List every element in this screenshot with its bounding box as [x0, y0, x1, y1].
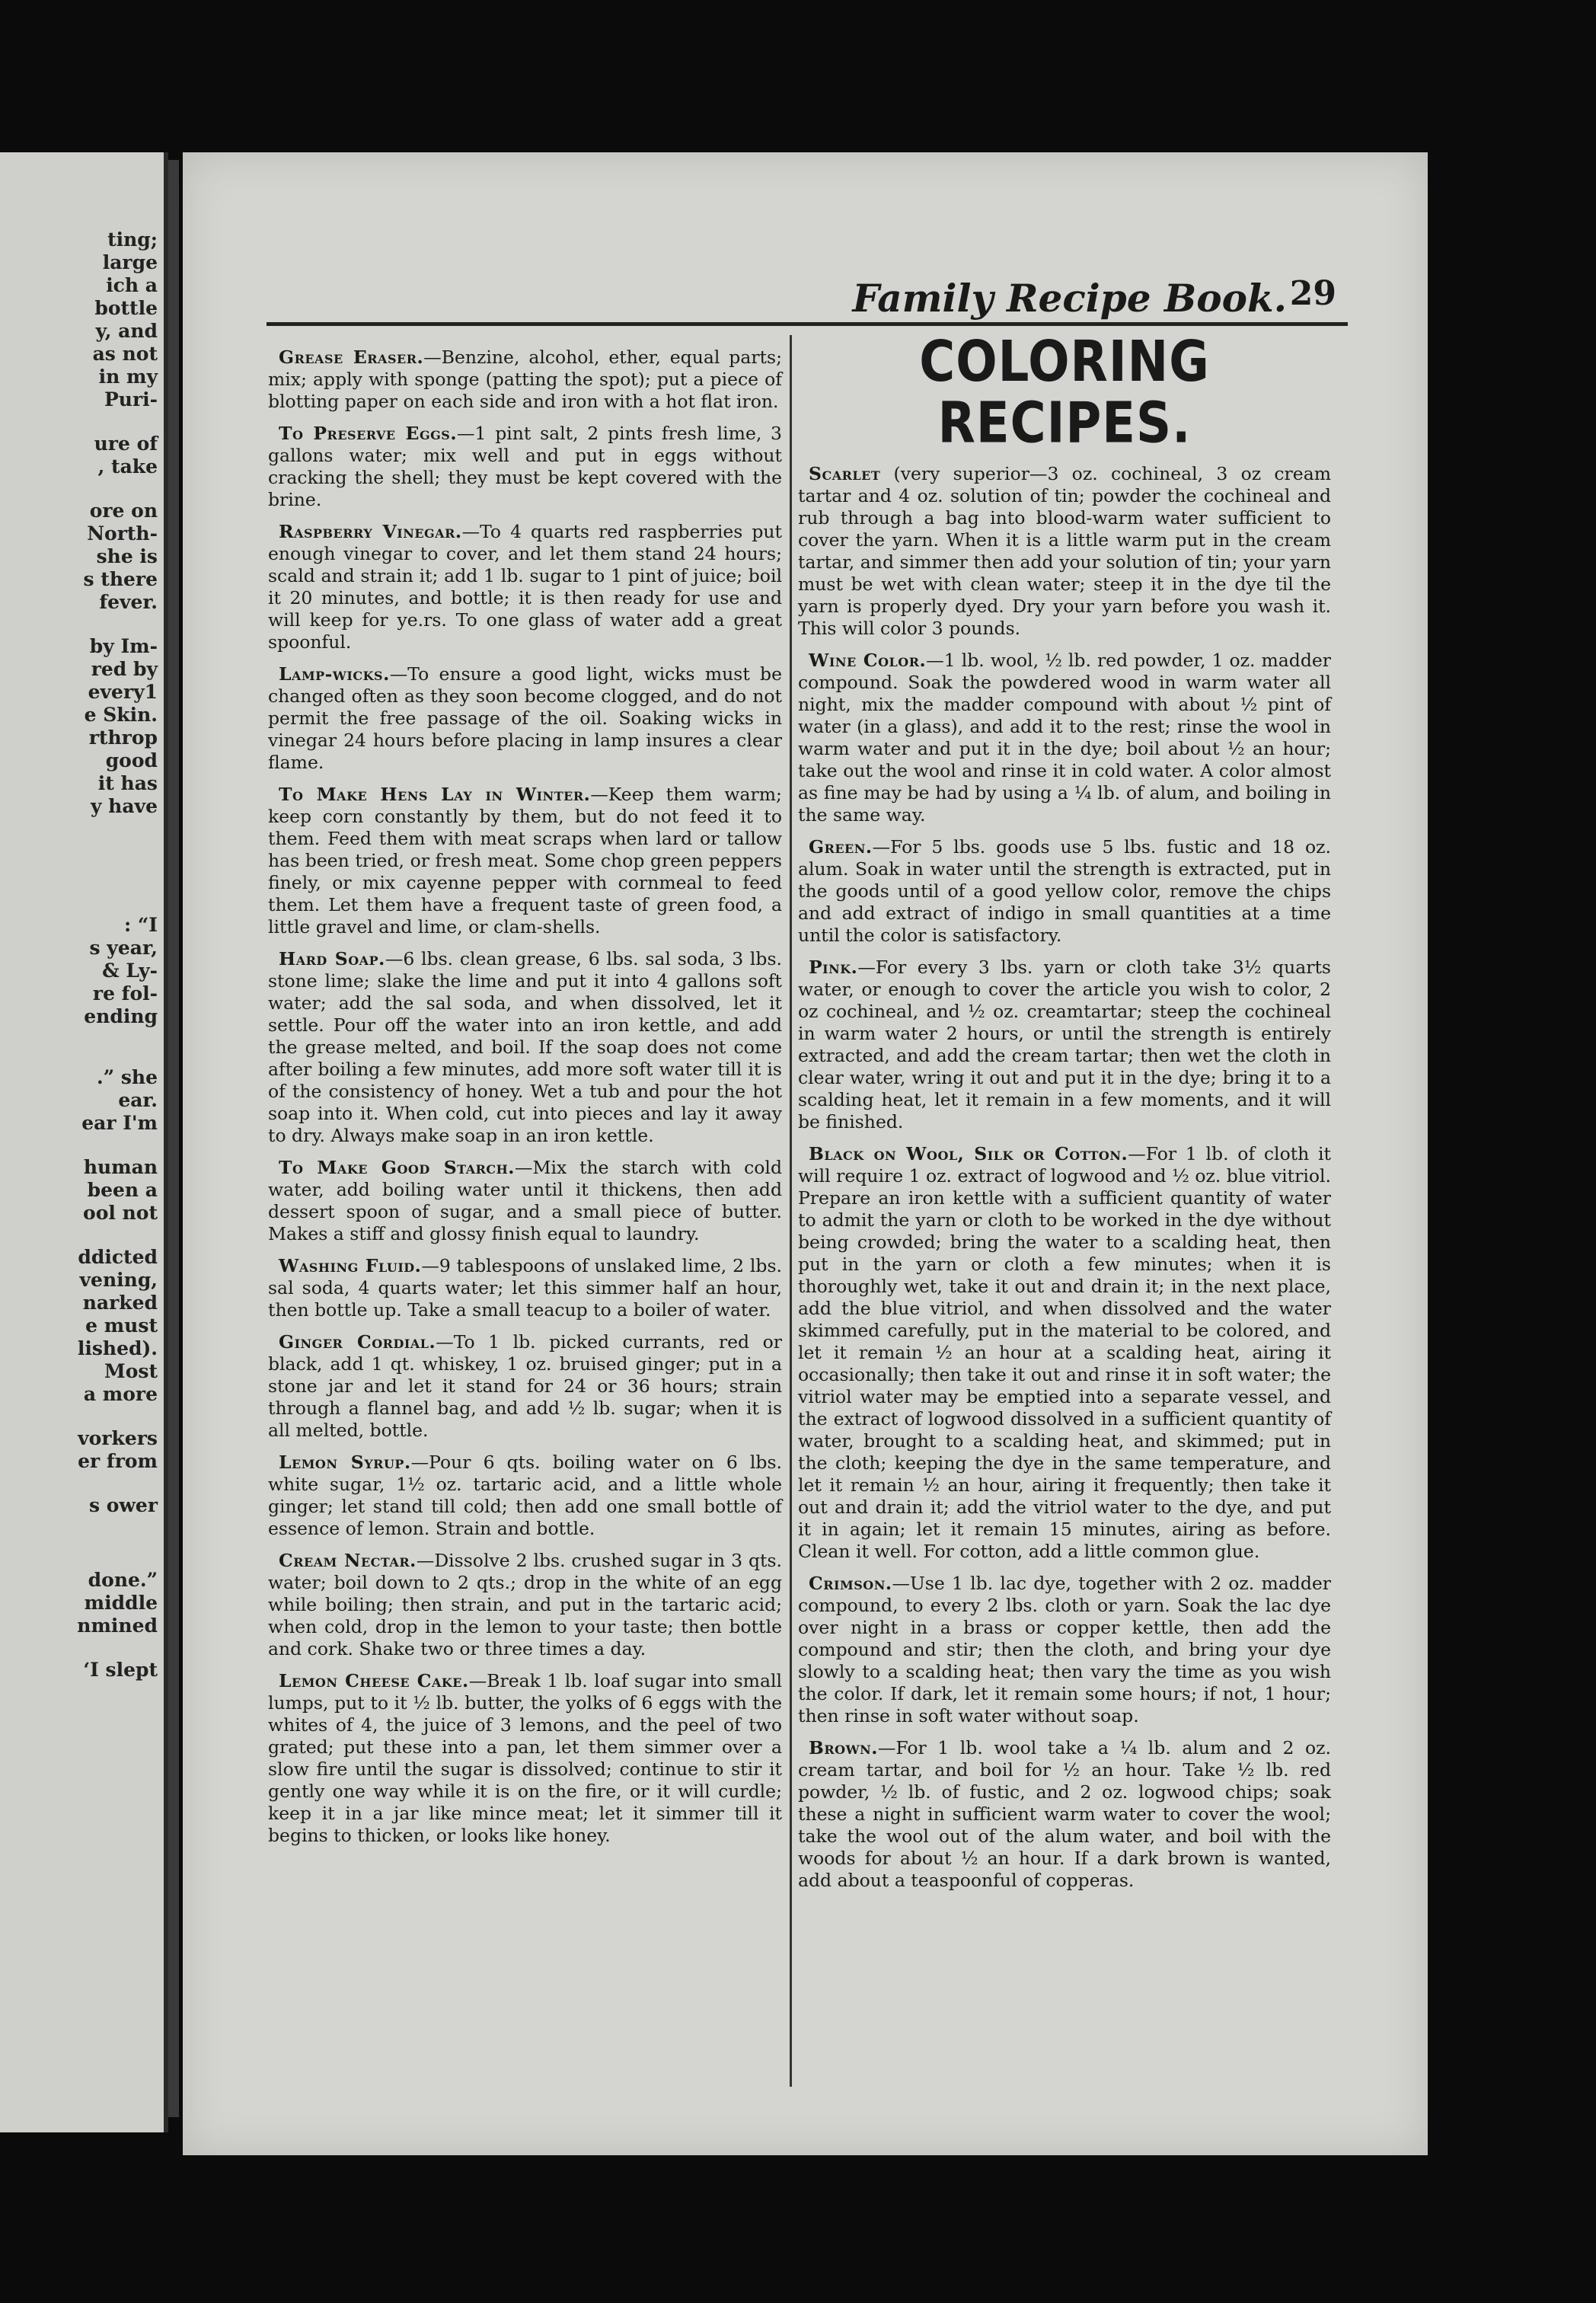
- recipe-title: Scarlet: [809, 463, 881, 484]
- left-page-text-fragment: ‘I slept: [83, 1659, 158, 1681]
- left-page-text-fragment: vening,: [79, 1269, 158, 1291]
- left-page-text-fragment: s there: [83, 568, 158, 590]
- left-page-text-fragment: done.”: [88, 1569, 158, 1591]
- left-page-text-fragment: narked: [82, 1292, 158, 1314]
- recipe-body: —Break 1 lb. loaf sugar into small lumps, put to it ½ lb. butter, the yolks of 6 eggs with the whites of 4, the juice of 3 lemons, and the peel of two grated; put these into a pan, let them simmer over a slow fire until the sugar is dissolved; continue to stir it gently one way while it is on the fire, or it will curdle; keep it in a jar like mince meat; let it simmer till it begins to thicken, or looks like honey.: [268, 1670, 783, 1846]
- recipe-crimson: [798, 1573, 1331, 1727]
- left-page-text-fragment: .” she: [97, 1066, 158, 1088]
- recipe-to-make-hens-lay-in-winter: [268, 784, 782, 938]
- section-title: COLORING RECIPES.: [919, 330, 1210, 456]
- recipe-raspberry-vinegar: [268, 521, 782, 653]
- recipe-body: —Benzine, alcohol, ether, equal parts; mix; apply with sponge (patting the spot); put a piece of blotting paper on each side and iron with a hot flat iron.: [268, 347, 782, 412]
- left-facing-page: [0, 152, 168, 2132]
- left-page-text-fragment: ending: [84, 1005, 158, 1027]
- recipe-wine-color: [798, 650, 1331, 826]
- left-page-text-fragment: , take: [97, 455, 158, 478]
- recipe-title: Ginger Cordial.: [279, 1331, 436, 1353]
- left-page-text-fragment: it has: [97, 772, 158, 794]
- recipe-title: Green.: [809, 836, 873, 858]
- recipe-cream-nectar: [268, 1550, 782, 1660]
- recipe-title: To Make Good Starch.: [279, 1157, 515, 1178]
- left-page-text-fragment: y have: [90, 795, 158, 817]
- left-page-text-fragment: large: [102, 251, 158, 273]
- left-page-text-fragment: e must: [85, 1314, 158, 1337]
- recipe-title: Lemon Syrup.: [279, 1452, 411, 1473]
- recipe-title: Lemon Cheese Cake.: [279, 1670, 469, 1691]
- left-page-text-fragment: as not: [92, 343, 158, 365]
- left-page-text-fragment: North-: [87, 522, 158, 545]
- recipe-body: (very superior—3 oz. cochineal, 3 oz cream tartar and 4 oz. solution of tin; powder the cochineal and rub through a bag into blood-warm water sufficient to cover the yarn. When it is a little warm put in the cream tartar, and simmer then add your solution of tin; your yarn must be wet with clean water; steep it in the dye til the yarn is properly dyed. Dry your yarn before you wash it. This will color 3 pounds.: [798, 463, 1331, 639]
- left-page-text-fragment: red by: [91, 658, 158, 680]
- left-page-text-fragment: been a: [87, 1179, 158, 1201]
- recipe-lemon-syrup: [268, 1452, 782, 1540]
- recipe-body: —For 5 lbs. goods use 5 lbs. fustic and 18 oz. alum. Soak in water until the strength is extracted, put in the goods until of a good yellow color, remove the chips and add extract of indigo in small quantities at a time until the color is satisfactory.: [798, 836, 1331, 946]
- recipe-body: —To 1 lb. picked currants, red or black, add 1 qt. whiskey, 1 oz. bruised ginger; put in a stone jar and let it stand for 24 or 36 hours; strain through a flannel bag, and add ½ lb. sugar; when it is all melted, bottle.: [268, 1331, 782, 1441]
- recipe-grease-eraser: [268, 347, 782, 413]
- page-header-title: Family Recipe Book.: [852, 276, 1287, 321]
- recipe-title: Black on Wool, Silk or Cotton.: [809, 1143, 1128, 1164]
- book-spine: [168, 160, 179, 2117]
- left-page-text-fragment: s ower: [88, 1494, 158, 1516]
- recipe-to-preserve-eggs: [268, 423, 782, 511]
- recipe-scarlet: [798, 463, 1331, 640]
- recipe-title: Crimson.: [809, 1573, 892, 1594]
- recipe-body: —Dissolve 2 lbs. crushed sugar in 3 qts. water; boil down to 2 qts.; drop in the white of an egg while boiling; then strain, and put in the tartaric acid; when cold, drop in the lemon to your taste; then bottle and cork. Shake two or three times a day.: [268, 1550, 782, 1659]
- left-page-text-fragment: a more: [83, 1383, 158, 1405]
- left-page-text-fragment: ear I'm: [81, 1112, 158, 1134]
- left-page-text-fragment: vorkers: [78, 1427, 158, 1449]
- left-page-text-fragment: re fol-: [92, 982, 158, 1005]
- recipe-title: To Make Hens Lay in Winter.: [279, 784, 591, 805]
- recipe-brown: [798, 1737, 1331, 1892]
- left-page-text-fragment: lished).: [77, 1337, 158, 1359]
- recipe-body: —Pour 6 qts. boiling water on 6 lbs. white sugar, 1½ oz. tartaric acid, and a little whole ginger; let stand till cold; then add one small bottle of essence of lemon. Strain and bottle.: [268, 1452, 782, 1539]
- recipe-lamp-wicks: [268, 663, 782, 774]
- left-page-text-fragment: ich a: [106, 274, 158, 296]
- recipe-title: Washing Fluid.: [279, 1255, 422, 1276]
- left-page-text-fragment: nmined: [77, 1615, 158, 1637]
- left-page-text-fragment: ore on: [89, 500, 158, 522]
- left-page-text-fragment: every1: [88, 681, 158, 703]
- left-page-text-fragment: fever.: [99, 591, 158, 613]
- recipe-body: —1 pint salt, 2 pints fresh lime, 3 gallons water; mix well and put in eggs without cracking the shell; they must be kept covered with the brine.: [268, 423, 782, 510]
- recipe-body: —9 tablespoons of unslaked lime, 2 lbs. sal soda, 4 quarts water; let this simmer half an hour, then bottle up. Take a small teacup to a boiler of water.: [268, 1255, 782, 1321]
- recipe-green: [798, 836, 1331, 947]
- left-page-text-fragment: middle: [84, 1592, 158, 1614]
- recipe-body: —Use 1 lb. lac dye, together with 2 oz. madder compound, to every 2 lbs. cloth or yarn. Soak the lac dye over night in a brass or copper kettle, then add the compound and stir; then the cloth, and bring your dye slowly to a scalding heat; then vary the time as you wish the color. If dark, let it remain some hours; if not, 1 hour; then rinse in soft water without soap.: [798, 1573, 1331, 1726]
- header-rule: [267, 322, 1348, 326]
- recipe-body: —To 4 quarts red raspberries put enough vinegar to cover, and let them stand 24 hours; scald and strain it; add 1 lb. sugar to 1 pint of juice; boil it 20 minutes, and bottle; it is then ready for use and will keep for ye.rs. To one glass of water add a great spoonful.: [268, 521, 782, 653]
- recipe-to-make-good-starch: [268, 1157, 782, 1245]
- recipe-hard-soap: [268, 948, 782, 1147]
- page: [183, 152, 1428, 2155]
- left-page-text-fragment: ting;: [107, 228, 158, 251]
- recipe-body: —Keep them warm; keep corn constantly by them, but do not feed it to them. Feed them with meat scraps when lard or tallow has been tried, or fresh meat. Some chop green peppers finely, or mix cayenne pepper with cornmeal to feed them. Let them have a frequent taste of green food, a little gravel and lime, or clam-shells.: [268, 784, 782, 937]
- left-page-text-fragment: good: [105, 749, 158, 771]
- coloring-recipes-list: [798, 463, 1331, 1892]
- left-page-text-fragment: s year,: [89, 937, 158, 959]
- recipe-body: —For every 3 lbs. yarn or cloth take 3½ quarts water, or enough to cover the article you wish to color, 2 oz cochineal, and ½ oz. creamtartar; steep the cochineal in warm water 2 hours, or until the strength is entirely extracted, and add the cream tartar; then wet the cloth in clear water, wring it out and put it in the dye; bring it to a scalding heat, let it remain in a few moments, and it will be finished.: [798, 957, 1331, 1132]
- recipe-title: Grease Eraser.: [279, 347, 424, 368]
- recipe-body: —6 lbs. clean grease, 6 lbs. sal soda, 3 lbs. stone lime; slake the lime and put it into 4 gallons soft water; add the sal soda, and when dissolved, let it settle. Pour off the water into an iron kettle, and add the grease melted, and boil. If the soap does not come after boiling a few minutes, add more soft water till it is of the consistency of honey. Wet a tub and pour the hot soap into it. When cold, cut into pieces and lay it away to dry. Always make soap in an iron kettle.: [268, 948, 783, 1146]
- column-divider: [790, 335, 792, 2087]
- recipe-title: Raspberry Vinegar.: [279, 521, 462, 542]
- left-page-text-fragment: in my: [98, 366, 158, 388]
- recipe-washing-fluid: [268, 1255, 782, 1321]
- left-page-text-fragment: e Skin.: [84, 704, 158, 726]
- recipe-body: —To ensure a good light, wicks must be changed often as they soon become clogged, and do not permit the free passage of the oil. Soaking wicks in vinegar 24 hours before placing in lamp insures a clear flame.: [268, 663, 782, 773]
- recipe-title: Wine Color.: [809, 650, 927, 671]
- recipe-title: Pink.: [809, 957, 858, 978]
- recipe-black-on-wool-silk-or-cotton: [798, 1143, 1331, 1563]
- left-page-text-fragment: & Ly-: [102, 960, 158, 982]
- left-page-text-fragment: bottle: [94, 297, 158, 319]
- recipe-body: —For 1 lb. of cloth it will require 1 oz. extract of logwood and ½ oz. blue vitriol. Prepare an iron kettle with a sufficient quantity of water to admit the yarn or cloth to be worked in the dye without being crowded; bring the water to a scalding heat, then put in the yarn or cloth a few minutes; when it is thoroughly wet, take it out and drain it; in the next place, add the blue vitriol, and when dissolved and the water skimmed carefully, put in the material to be colored, and let it remain ½ an hour at a scalding heat, airing it occasionally; then take it out and rinse it in soft water; the vitriol water may be emptied into a separate vessel, and the extract of logwood dissolved in a sufficient quantity of water, brought to a scalding heat, and skimmed; put in the cloth; keeping the dye in the same temperature, and let it remain ½ an hour, airing it frequently; then take it out and drain it; add the vitriol water to the dye, and put it in again; let it remain 15 minutes, airing as before. Clean it well. For cotton, add a little common glue.: [798, 1143, 1331, 1562]
- left-page-text-fragment: y, and: [95, 320, 158, 342]
- recipe-title: Lamp-wicks.: [279, 663, 390, 685]
- recipe-body: —Mix the starch with cold water, add boiling water until it thickens, then add dessert spoon of sugar, and a small piece of butter. Makes a stiff and glossy finish equal to laundry.: [268, 1157, 782, 1244]
- recipe-pink: [798, 957, 1331, 1133]
- left-page-text-fragment: by Im-: [89, 635, 158, 657]
- left-column: [268, 347, 782, 1857]
- left-page-text-fragment: : “I: [123, 914, 158, 936]
- left-page-text-fragment: Most: [104, 1360, 158, 1382]
- right-column: [798, 330, 1332, 1902]
- recipe-title: To Preserve Eggs.: [279, 423, 458, 444]
- left-page-text-fragment: ddicted: [78, 1246, 158, 1268]
- left-page-text-fragment: Puri-: [104, 388, 158, 410]
- left-page-text-fragment: er from: [78, 1450, 158, 1472]
- left-page-text-fragment: ear.: [118, 1089, 158, 1111]
- recipe-ginger-cordial: [268, 1331, 782, 1442]
- left-page-text-fragment: human: [83, 1156, 158, 1178]
- recipe-body: —1 lb. wool, ½ lb. red powder, 1 oz. madder compound. Soak the powdered wood in warm water all night, mix the madder compound with about ½ pint of water (in a glass), and add it to the rest; rinse the wool in warm water and put it in the dye; boil about ½ an hour; take out the wool and rinse it in cold water. A color almost as fine may be had by using a ¼ lb. of alum, and boiling in the same way.: [798, 650, 1332, 826]
- recipe-title: Cream Nectar.: [279, 1550, 417, 1571]
- left-page-text-fragment: ure of: [94, 433, 158, 455]
- page-number: 29: [1289, 274, 1336, 313]
- left-page-text-fragment: rthrop: [88, 727, 158, 749]
- left-page-text-fragment: she is: [96, 545, 158, 567]
- left-page-text-fragment: ool not: [83, 1202, 158, 1224]
- recipe-lemon-cheese-cake: [268, 1670, 782, 1847]
- recipe-title: Brown.: [809, 1737, 878, 1758]
- recipe-title: Hard Soap.: [279, 948, 385, 969]
- recipe-body: —For 1 lb. wool take a ¼ lb. alum and 2 oz. cream tartar, and boil for ½ an hour. Take ½ lb. red powder, ½ lb. of fustic, and 2 oz. logwood chips; soak these a night in sufficient warm water to cover the wool; take the wool out of the alum water, and boil with the woods for about ½ an hour. If a dark brown is wanted, add about a teaspoonful of copperas.: [798, 1737, 1331, 1891]
